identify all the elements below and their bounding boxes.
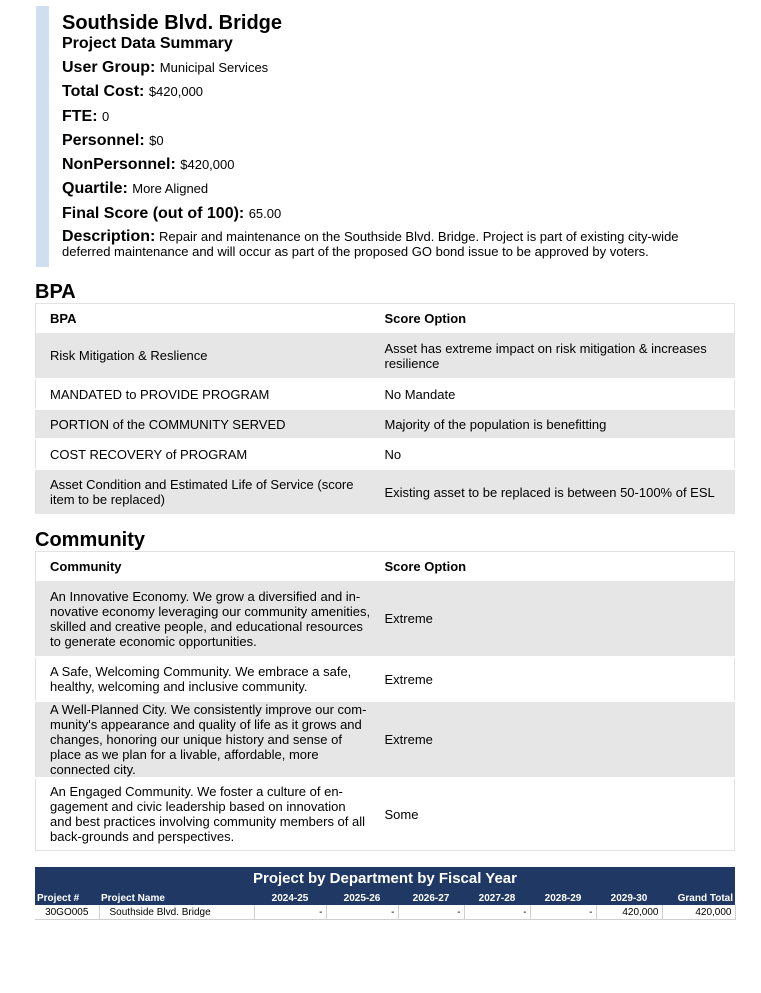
field-label: Personnel: bbox=[62, 132, 145, 149]
field-label: Final Score (out of 100): bbox=[62, 205, 245, 222]
user-group-field bbox=[62, 59, 268, 77]
project-summary-panel bbox=[36, 6, 729, 267]
table-row bbox=[36, 333, 735, 379]
criterion-cell: MANDATED to PROVIDE PROGRAM bbox=[50, 386, 270, 402]
fy-cell: - bbox=[326, 905, 398, 920]
criterion-cell: A Well-Planned City. We consistently improve our com-munity's appearance and quality of life as it grows and changes, honoring our unique history and sense of place as we plan for a livable, affordable, more connected city. bbox=[50, 702, 367, 777]
fy-cell: 420,000 bbox=[596, 905, 662, 920]
table-header-row bbox=[35, 891, 735, 905]
criterion-cell: Asset Condition and Estimated Life of Service (score item to be replaced) bbox=[50, 477, 354, 507]
score-cell: Some bbox=[384, 806, 419, 822]
col-header: 2029-30 bbox=[596, 891, 662, 905]
col-header: 2026-27 bbox=[398, 891, 464, 905]
col-header: Project # bbox=[35, 891, 99, 905]
table-row bbox=[36, 409, 735, 439]
bpa-col-header: BPA bbox=[36, 304, 371, 334]
description-field bbox=[62, 229, 712, 259]
community-table bbox=[35, 551, 735, 851]
field-label: FTE: bbox=[62, 108, 98, 125]
field-value: 0 bbox=[102, 109, 110, 124]
fy-cell: - bbox=[398, 905, 464, 920]
fiscal-year-table bbox=[35, 891, 736, 920]
table-row bbox=[35, 905, 735, 920]
field-label: Total Cost: bbox=[62, 83, 145, 100]
col-header: 2025-26 bbox=[326, 891, 398, 905]
bpa-table bbox=[35, 303, 735, 516]
field-value: $0 bbox=[149, 133, 164, 148]
criterion-cell: PORTION of the COMMUNITY SERVED bbox=[50, 416, 286, 432]
quartile-field bbox=[62, 180, 208, 198]
fte-field bbox=[62, 108, 109, 126]
table-row bbox=[36, 469, 735, 515]
table-row bbox=[36, 439, 735, 469]
fy-cell: - bbox=[464, 905, 530, 920]
personnel-field bbox=[62, 132, 164, 150]
criterion-cell: COST RECOVERY of PROGRAM bbox=[50, 446, 248, 462]
score-cell: Extreme bbox=[384, 611, 433, 626]
score-cell: Extreme bbox=[384, 732, 433, 747]
score-cell: Existing asset to be replaced is between 50-100% of ESL bbox=[384, 484, 715, 500]
project-title: Southside Blvd. Bridge bbox=[62, 12, 283, 34]
fy-cell: - bbox=[530, 905, 596, 920]
table-row bbox=[36, 701, 735, 778]
col-header: 2027-28 bbox=[464, 891, 530, 905]
col-header: 2028-29 bbox=[530, 891, 596, 905]
criterion-cell: An Engaged Community. We foster a culture of en-gagement and civic leadership based on innovation and best practices involving community members of all back-grounds and perspectives. bbox=[50, 784, 366, 845]
fy-cell: - bbox=[254, 905, 326, 920]
nonpersonnel-field bbox=[62, 156, 234, 174]
community-section-title: Community bbox=[35, 529, 145, 551]
score-col-header: Score Option bbox=[371, 552, 735, 582]
description-text: Repair and maintenance on the Southside Blvd. Bridge. Project is part of existing city-wide deferred maintenance and will occur as part of the proposed GO bond issue to be approved by voters. bbox=[62, 229, 679, 259]
score-col-header: Score Option bbox=[371, 304, 735, 334]
project-number-cell: 30GO005 bbox=[35, 905, 99, 920]
col-header: Project Name bbox=[99, 891, 254, 905]
bpa-section-title: BPA bbox=[35, 281, 76, 303]
project-name-cell: Southside Blvd. Bridge bbox=[99, 905, 254, 920]
table-row bbox=[36, 778, 735, 850]
field-value: $420,000 bbox=[180, 157, 235, 172]
community-col-header: Community bbox=[36, 552, 371, 582]
criterion-cell: A Safe, Welcoming Community. We embrace a safe, healthy, welcoming and inclusive community. bbox=[50, 664, 352, 694]
score-cell: Majority of the population is benefitting bbox=[384, 416, 607, 432]
field-label: NonPersonnel: bbox=[62, 156, 176, 173]
criterion-cell: Risk Mitigation & Reslience bbox=[50, 348, 208, 363]
score-cell: No Mandate bbox=[384, 386, 456, 402]
score-cell: Extreme bbox=[384, 671, 433, 687]
field-value: $420,000 bbox=[148, 84, 204, 99]
table-row bbox=[36, 581, 735, 657]
score-cell: Asset has extreme impact on risk mitigation & increases resilience bbox=[384, 340, 707, 371]
department-fiscal-table bbox=[35, 867, 735, 920]
score-cell: No bbox=[384, 446, 402, 462]
col-header: 2024-25 bbox=[254, 891, 326, 905]
col-header: Grand Total bbox=[662, 891, 735, 905]
table-row bbox=[36, 657, 735, 701]
field-value: More Aligned bbox=[132, 181, 209, 196]
table-row bbox=[36, 379, 735, 409]
total-cost-field bbox=[62, 83, 203, 101]
field-value: 65.00 bbox=[248, 206, 282, 221]
final-score-field bbox=[62, 205, 281, 223]
department-table-title: Project by Department by Fiscal Year bbox=[35, 867, 735, 891]
field-value: Municipal Services bbox=[159, 60, 269, 75]
field-label: User Group: bbox=[62, 59, 156, 76]
description-label: Description: bbox=[62, 228, 156, 245]
project-subtitle: Project Data Summary bbox=[62, 35, 233, 52]
field-label: Quartile: bbox=[62, 180, 128, 197]
criterion-cell: An Innovative Economy. We grow a diversified and in-novative economy leveraging our community amenities, skilled and creative people, and educational resources to generate economic opportunities. bbox=[50, 588, 371, 649]
grand-total-cell: 420,000 bbox=[662, 905, 735, 920]
